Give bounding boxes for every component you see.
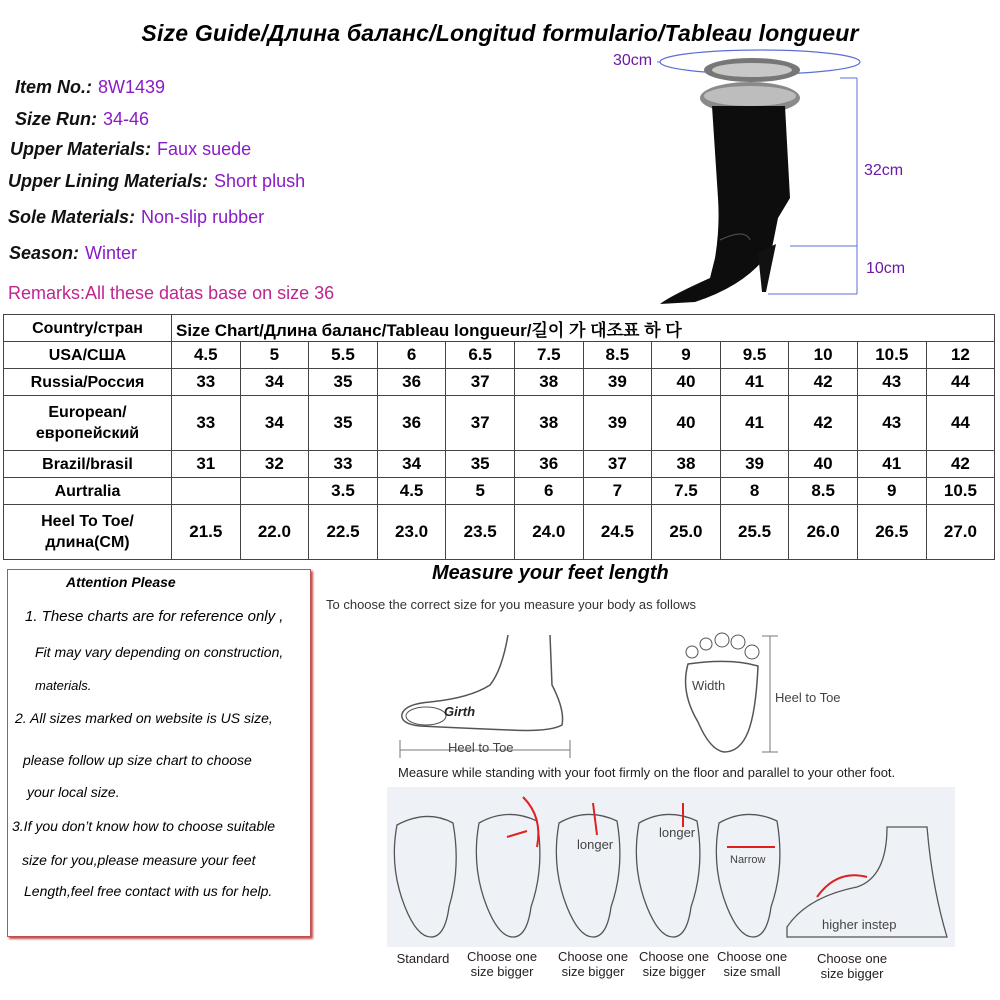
table-cell: 32 <box>240 451 309 478</box>
spec-value: Short plush <box>214 171 306 191</box>
fit-caption: Choose one size small <box>716 949 788 979</box>
attention-line: materials. <box>35 678 92 693</box>
table-cell: 8.5 <box>583 342 652 369</box>
table-cell: 38 <box>514 369 583 396</box>
table-header-row <box>4 315 995 342</box>
table-row <box>4 396 995 451</box>
table-cell: 41 <box>857 451 926 478</box>
spec-item-no <box>15 77 165 98</box>
width-label: Width <box>692 678 726 693</box>
table-cell: 23.5 <box>446 505 515 560</box>
table-cell: 22.5 <box>309 505 378 560</box>
fit-caption: Choose one size bigger <box>816 951 888 981</box>
fit-caption: Standard <box>396 951 450 966</box>
spec-lining-materials <box>8 171 305 192</box>
row-label: Russia/Россия <box>4 369 172 396</box>
table-cell: 41 <box>720 396 789 451</box>
girth-label: Girth <box>444 704 476 719</box>
table-cell: 10.5 <box>857 342 926 369</box>
table-cell: 35 <box>309 369 378 396</box>
table-cell: 40 <box>652 396 721 451</box>
table-cell: 31 <box>172 451 241 478</box>
table-cell: 8.5 <box>789 478 858 505</box>
row-label: Aurtralia <box>4 478 172 505</box>
table-row <box>4 505 995 560</box>
attention-line: 1. These charts are for reference only , <box>25 608 284 625</box>
table-cell: 22.0 <box>240 505 309 560</box>
table-cell <box>240 478 309 505</box>
table-cell: 6 <box>377 342 446 369</box>
attention-line: 2. All sizes marked on website is US size, <box>15 710 273 726</box>
table-cell: 27.0 <box>926 505 995 560</box>
table-cell: 42 <box>926 451 995 478</box>
spec-value: 8W1439 <box>98 77 166 97</box>
table-cell: 43 <box>857 369 926 396</box>
boot-illustration <box>600 48 1000 308</box>
table-cell <box>172 478 241 505</box>
spec-value: Winter <box>85 243 138 263</box>
table-row <box>4 369 995 396</box>
heel-height-label: 10cm <box>866 260 906 277</box>
table-cell: 10.5 <box>926 478 995 505</box>
table-cell: 39 <box>583 396 652 451</box>
attention-line: Fit may vary depending on construction, <box>35 644 284 660</box>
longer-label: longer <box>659 825 696 840</box>
table-cell: 33 <box>309 451 378 478</box>
table-cell: 34 <box>377 451 446 478</box>
table-cell: 38 <box>652 451 721 478</box>
spec-label: Item No.: <box>15 77 93 97</box>
spec-value: 34-46 <box>103 109 150 129</box>
table-row <box>4 451 995 478</box>
page-title: Size Guide/Длина баланс/Longitud formulario/Tableau longueur <box>141 20 859 46</box>
table-cell: 21.5 <box>172 505 241 560</box>
table-cell: 44 <box>926 369 995 396</box>
table-cell: 6 <box>514 478 583 505</box>
spec-season <box>9 243 137 264</box>
table-cell: 33 <box>172 369 241 396</box>
boot-image <box>600 48 1000 308</box>
longer-label: longer <box>577 837 614 852</box>
row-label: USA/США <box>4 342 172 369</box>
table-cell: 37 <box>583 451 652 478</box>
table-cell: 37 <box>446 396 515 451</box>
table-cell: 40 <box>652 369 721 396</box>
table-cell: 40 <box>789 451 858 478</box>
table-cell: 33 <box>172 396 241 451</box>
table-cell: 25.5 <box>720 505 789 560</box>
table-cell: 8 <box>720 478 789 505</box>
table-cell: 42 <box>789 396 858 451</box>
table-cell: 7.5 <box>514 342 583 369</box>
table-row <box>4 478 995 505</box>
shaft-height-label: 32cm <box>864 162 904 179</box>
table-cell: 3.5 <box>309 478 378 505</box>
spec-label: Size Run: <box>15 109 98 129</box>
table-cell: 12 <box>926 342 995 369</box>
table-cell: 7.5 <box>652 478 721 505</box>
table-cell: 39 <box>583 369 652 396</box>
table-corner: Country/стран <box>4 315 172 342</box>
table-cell: 42 <box>789 369 858 396</box>
table-row <box>4 342 995 369</box>
attention-line: 3.If you don’t know how to choose suitable <box>12 818 276 834</box>
fit-caption: Choose one size bigger <box>466 949 538 979</box>
remarks: Remarks:All these datas base on size 36 <box>8 283 335 303</box>
table-cell: 9 <box>652 342 721 369</box>
table-cell: 9 <box>857 478 926 505</box>
attention-line: your local size. <box>27 784 120 800</box>
table-cell: 25.0 <box>652 505 721 560</box>
spec-label: Sole Materials: <box>8 207 136 227</box>
spec-value: Non-slip rubber <box>141 207 265 227</box>
spec-size-run <box>15 109 149 130</box>
table-cell: 6.5 <box>446 342 515 369</box>
size-chart-table <box>3 314 995 560</box>
table-cell: 23.0 <box>377 505 446 560</box>
measure-subtitle: To choose the correct size for you measure your body as follows <box>326 597 696 612</box>
row-label: European/европейский <box>4 396 172 451</box>
table-cell: 4.5 <box>172 342 241 369</box>
higher-instep-label: higher instep <box>822 917 897 932</box>
table-cell: 35 <box>446 451 515 478</box>
table-cell: 36 <box>377 396 446 451</box>
spec-value: Faux suede <box>157 139 252 159</box>
heel-to-toe-label: Heel to Toe <box>448 740 514 755</box>
narrow-label: Narrow <box>730 854 766 866</box>
table-cell: 39 <box>720 451 789 478</box>
table-cell: 44 <box>926 396 995 451</box>
table-cell: 5.5 <box>309 342 378 369</box>
table-header: Size Chart/Длина баланс/Tableau longueur/길이 가 대조표 하 다 <box>172 315 995 342</box>
foot-side-diagram <box>390 630 580 760</box>
foot-top-diagram <box>680 632 880 762</box>
spec-label: Season: <box>9 243 80 263</box>
row-label: Heel To Toe/длина(CM) <box>4 505 172 560</box>
table-cell: 26.5 <box>857 505 926 560</box>
spec-label: Upper Materials: <box>10 139 152 159</box>
heel-to-toe-vertical-label: Heel to Toe <box>775 690 841 705</box>
measure-standing-note: Measure while standing with your foot firmly on the floor and parallel to your other foot. <box>398 765 896 780</box>
table-cell: 26.0 <box>789 505 858 560</box>
spec-sole-materials <box>8 207 264 228</box>
table-cell: 37 <box>446 369 515 396</box>
spec-label: Upper Lining Materials: <box>8 171 209 191</box>
table-cell: 36 <box>514 451 583 478</box>
table-cell: 36 <box>377 369 446 396</box>
table-cell: 34 <box>240 369 309 396</box>
table-cell: 9.5 <box>720 342 789 369</box>
table-cell: 24.0 <box>514 505 583 560</box>
table-cell: 10 <box>789 342 858 369</box>
attention-title: Attention Please <box>66 574 176 590</box>
table-cell: 41 <box>720 369 789 396</box>
spec-upper-materials <box>10 139 251 160</box>
attention-line: Length,feel free contact with us for help. <box>24 883 273 899</box>
table-cell: 43 <box>857 396 926 451</box>
attention-box <box>7 569 311 937</box>
table-cell: 4.5 <box>377 478 446 505</box>
attention-line: please follow up size chart to choose <box>23 752 252 768</box>
table-cell: 7 <box>583 478 652 505</box>
table-cell: 38 <box>514 396 583 451</box>
circumference-label: 30cm <box>613 52 653 69</box>
fit-types-panel <box>387 787 955 947</box>
measure-title: Measure your feet length <box>432 562 669 584</box>
table-cell: 5 <box>446 478 515 505</box>
table-cell: 35 <box>309 396 378 451</box>
fit-caption: Choose one size bigger <box>638 949 710 979</box>
table-cell: 34 <box>240 396 309 451</box>
fit-caption: Choose one size bigger <box>557 949 629 979</box>
table-cell: 5 <box>240 342 309 369</box>
attention-line: size for you,please measure your feet <box>22 852 256 868</box>
table-cell: 24.5 <box>583 505 652 560</box>
row-label: Brazil/brasil <box>4 451 172 478</box>
